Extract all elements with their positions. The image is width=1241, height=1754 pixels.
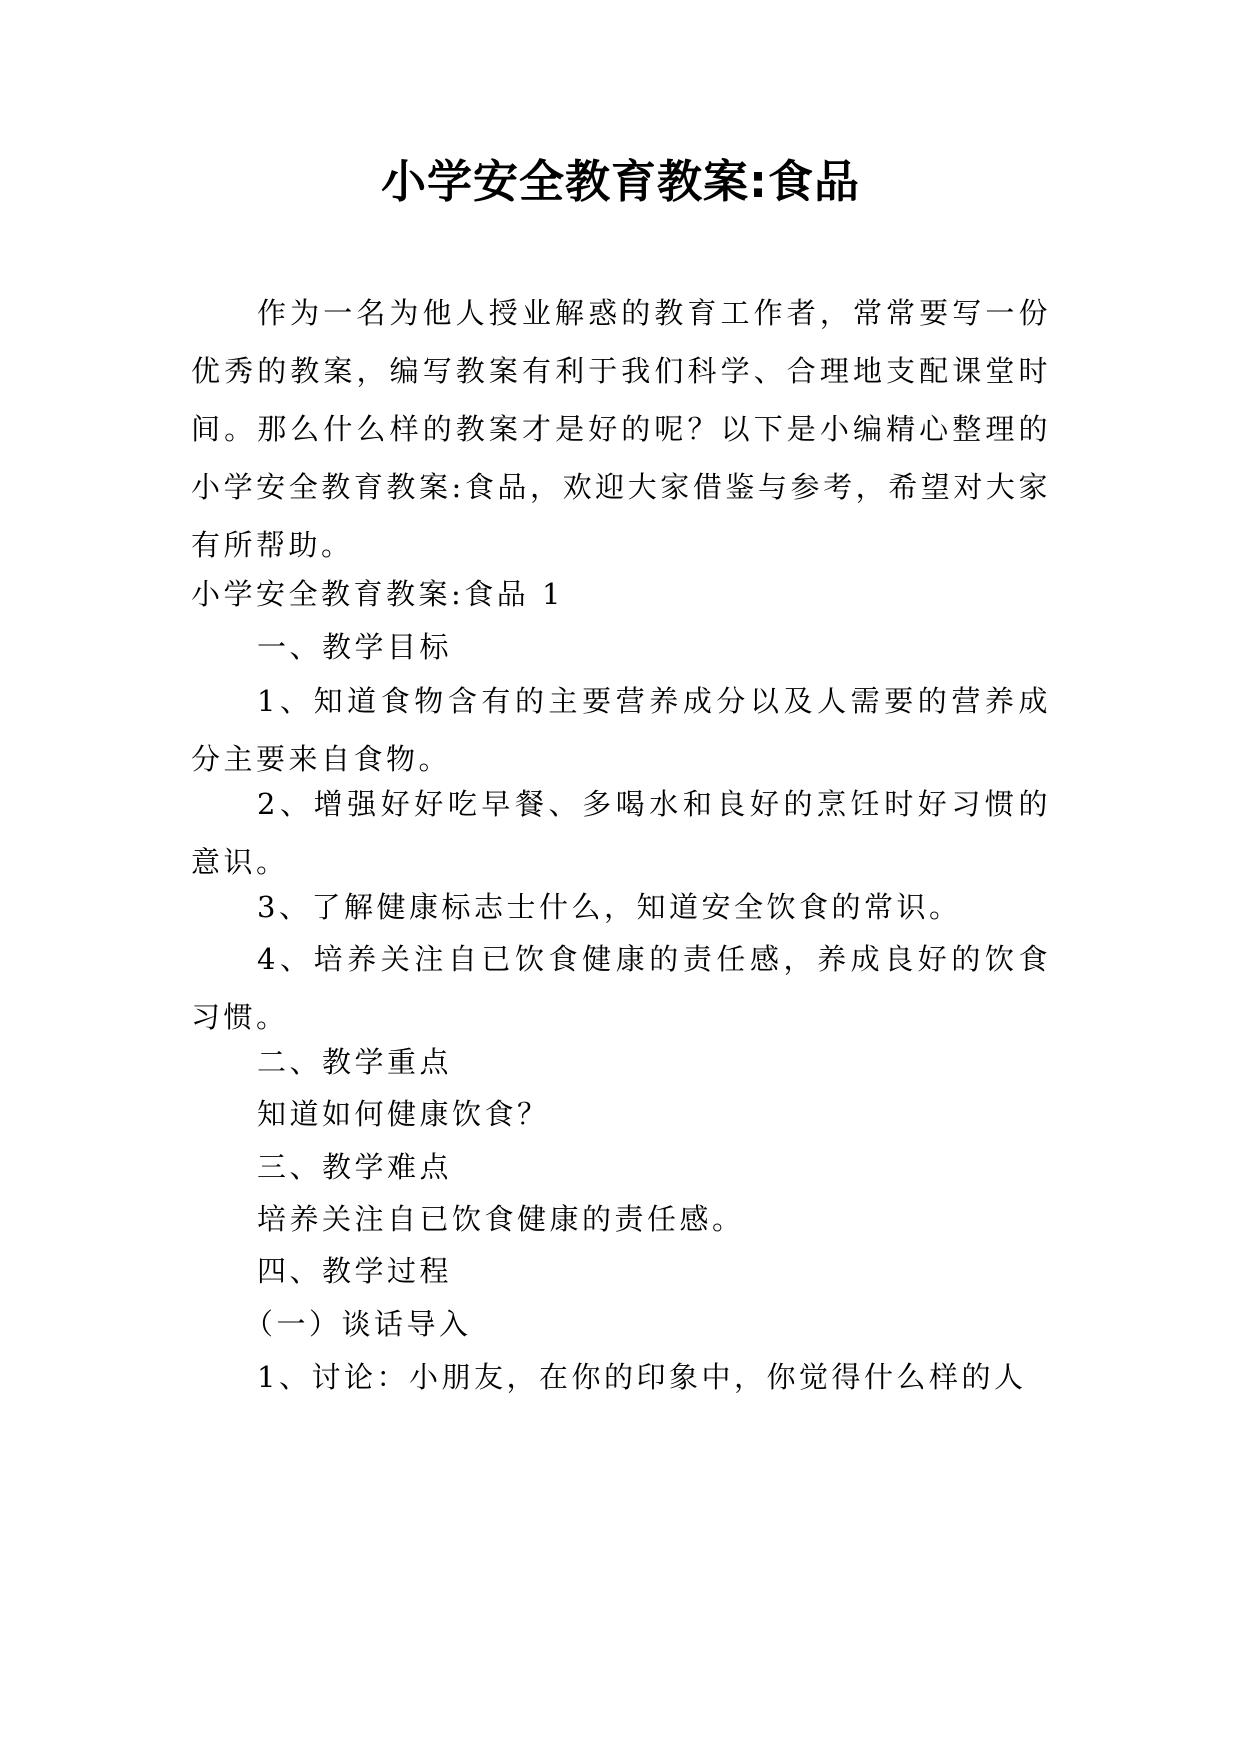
difficulty-text: 培养关注自已饮食健康的责任感。: [257, 1202, 745, 1236]
process-item-1: 1、讨论：小朋友，在你的印象中，你觉得什么样的人: [257, 1360, 1027, 1394]
goal-item-3: 3、了解健康标志士什么，知道安全饮食的常识。: [257, 890, 962, 924]
section-title: 小学安全教育教案:食品 1: [191, 577, 564, 611]
difficulty-heading: 三、教学难点: [257, 1150, 453, 1184]
focus-text: 知道如何健康饮食？: [257, 1097, 550, 1131]
intro-paragraph: 作为一名为他人授业解惑的教育工作者，常常要写一份优秀的教案，编写教案有利于我们科学、合理地支配课堂时间。那么什么样的教案才是好的呢？以下是小编精心整理的小学安全教育教案:食品，欢迎大家借鉴与参考，希望对大家有所帮助。: [191, 296, 1051, 562]
document-title: 小学安全教育教案:食品: [381, 155, 860, 208]
focus-heading: 二、教学重点: [257, 1045, 453, 1079]
goal-heading: 一、教学目标: [257, 630, 453, 664]
goal-item-4: 4、培养关注自已饮食健康的责任感，养成良好的饮食习惯。: [191, 942, 1051, 1034]
goal-item-2: 2、增强好好吃早餐、多喝水和良好的烹饪时好习惯的意识。: [191, 787, 1051, 879]
process-subheading: （一）谈话导入: [244, 1307, 472, 1341]
goal-item-1: 1、知道食物含有的主要营养成分以及人需要的营养成分主要来自食物。: [191, 684, 1051, 776]
process-heading: 四、教学过程: [257, 1254, 453, 1288]
